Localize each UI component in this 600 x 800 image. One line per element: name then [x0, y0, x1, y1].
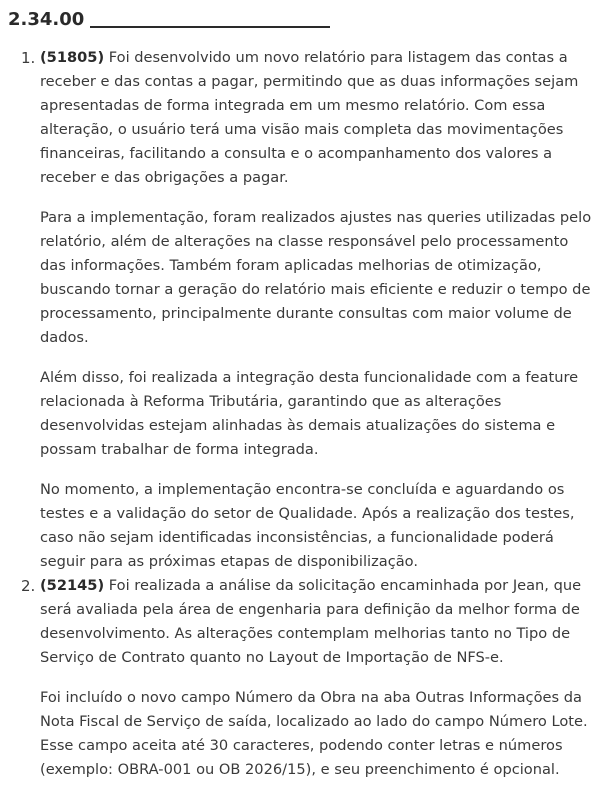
- ticket-id: (52145): [40, 577, 105, 594]
- item-number: 2.: [21, 577, 36, 595]
- item-paragraph: [40, 574, 594, 670]
- item-paragraph: [40, 46, 594, 190]
- item-paragraph: Foi incluído o novo campo Número da Obra na aba Outras Informações da Nota Fiscal de Serviço de saída, localizado ao lado do campo Número Lote. Esse campo aceita até 30 caracteres, podendo conter letras e números (exemplo: OBRA-001 ou OB 2026/15), e seu preenchimento é opcional.: [40, 689, 588, 778]
- release-item-52145: [0, 574, 600, 782]
- title-underline-rule: [90, 26, 330, 28]
- item-paragraph-text: Foi realizada a análise da solicitação encaminhada por Jean, que será avaliada pela área de engenharia para definição da melhor forma de desenvolvimento. As alterações contemplam melhorias tanto no Tipo de Serviço de Contrato quanto no Layout de Importação de NFS-e.: [40, 577, 582, 666]
- item-paragraph: Além disso, foi realizada a integração desta funcionalidade com a feature relacionada à Reforma Tributária, garantindo que as alterações desenvolvidas estejam alinhadas às demais atualizações do sistema e possam trabalhar de forma integrada.: [40, 369, 579, 458]
- release-notes-list: [0, 46, 600, 782]
- item-number: 1.: [21, 49, 36, 67]
- item-paragraph: No momento, a implementação encontra-se concluída e aguardando os testes e a validação do setor de Qualidade. Após a realização dos testes, caso não sejam identificadas inconsistências, a funcionalidade poderá seguir para as próximas etapas de disponibilização.: [40, 481, 575, 570]
- ticket-id: (51805): [40, 49, 105, 66]
- item-paragraph: Para a implementação, foram realizados ajustes nas queries utilizadas pelo relatório, além de alterações na classe responsável pelo processamento das informações. Também foram aplicadas melhorias de otimização, buscando tornar a geração do relatório mais eficiente e reduzir o tempo de processamento, principalmente durante consultas com maior volume de dados.: [40, 209, 592, 346]
- item-paragraph-text: Foi desenvolvido um novo relatório para listagem das contas a receber e das contas a pagar, permitindo que as duas informações sejam apresentadas de forma integrada em um mesmo relatório. Com essa alteração, o usuário terá uma visão mais completa das movimentações financeiras, facilitando a consulta e o acompanhamento dos valores a receber e das obrigações a pagar.: [40, 49, 579, 186]
- version-header: [8, 9, 330, 31]
- version-title: 2.34.00: [8, 9, 85, 30]
- release-item-51805: [0, 46, 600, 574]
